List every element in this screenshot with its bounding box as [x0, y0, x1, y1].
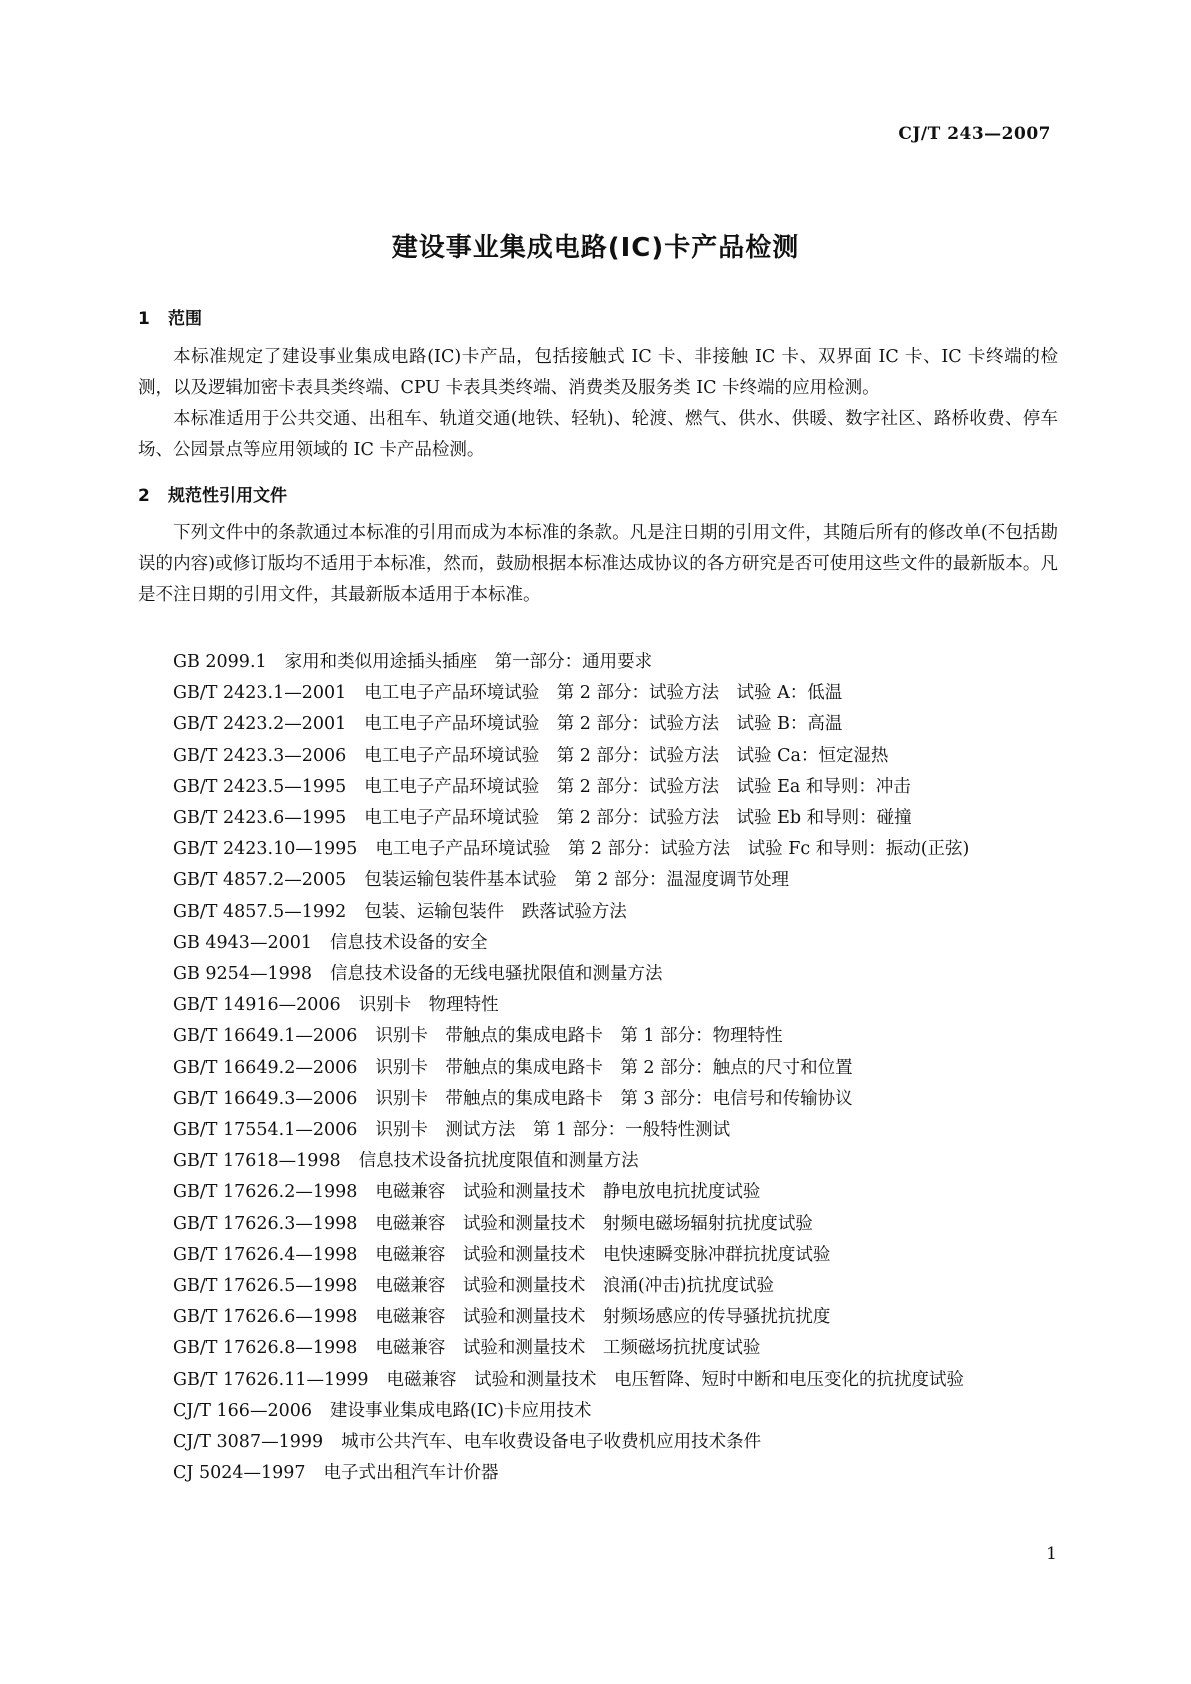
- reference-title: 电工电子产品环境试验 第 2 部分：试验方法 试验 Ea 和导则：冲击: [364, 776, 911, 797]
- reference-code: CJ/T 3087—1999: [173, 1432, 324, 1453]
- reference-code: GB/T 2423.10—1995: [173, 839, 358, 860]
- reference-title: 电磁兼容 试验和测量技术 射频场感应的传导骚扰抗扰度: [375, 1307, 831, 1328]
- reference-item: [138, 1115, 1058, 1146]
- reference-title: 识别卡 物理特性: [358, 995, 499, 1016]
- reference-code: GB/T 17626.8—1998: [173, 1338, 358, 1359]
- section-heading-scope: [138, 304, 202, 329]
- section-title: 规范性引用文件: [168, 486, 287, 506]
- reference-item: [138, 959, 1058, 990]
- reference-item: [138, 897, 1058, 928]
- document-title: 建设事业集成电路(IC)卡产品检测: [391, 233, 800, 263]
- reference-title: 信息技术设备的无线电骚扰限值和测量方法: [329, 964, 663, 985]
- reference-title: 电磁兼容 试验和测量技术 电压暂降、短时中断和电压变化的抗扰度试验: [386, 1369, 965, 1390]
- scope-paragraph-1: 本标准规定了建设事业集成电路(IC)卡产品，包括接触式 IC 卡、非接触 IC 卡、双界面 IC 卡、IC 卡终端的检测，以及逻辑加密卡表具类终端、CPU 卡表具类终端、消费类及服务类 IC 卡终端的应用检测。: [138, 347, 1058, 398]
- reference-title: 信息技术设备的安全: [329, 932, 488, 953]
- reference-title: 识别卡 带触点的集成电路卡 第 3 部分：电信号和传输协议: [375, 1088, 853, 1109]
- reference-code: GB/T 2423.2—2001: [173, 714, 347, 735]
- reference-item: [138, 741, 1058, 772]
- reference-item: [138, 1053, 1058, 1084]
- reference-item: [138, 803, 1058, 834]
- reference-title: 电磁兼容 试验和测量技术 工频磁场抗扰度试验: [375, 1338, 761, 1359]
- reference-item: [138, 1333, 1058, 1364]
- section-title: 范围: [168, 309, 202, 329]
- reference-code: GB/T 17626.3—1998: [173, 1213, 358, 1234]
- reference-item: [138, 1240, 1058, 1271]
- reference-code: GB/T 17626.11—1999: [173, 1369, 369, 1390]
- section-number: 2: [138, 486, 150, 506]
- reference-title: 信息技术设备抗扰度限值和测量方法: [358, 1151, 639, 1172]
- reference-code: GB/T 17618—1998: [173, 1151, 341, 1172]
- page-number: 1: [1046, 1544, 1057, 1564]
- reference-title: 电工电子产品环境试验 第 2 部分：试验方法 试验 B：高温: [364, 714, 843, 735]
- reference-item: [138, 1177, 1058, 1208]
- reference-item: [138, 647, 1058, 678]
- reference-title: 识别卡 带触点的集成电路卡 第 2 部分：触点的尺寸和位置: [375, 1057, 853, 1078]
- references-intro-paragraph: 下列文件中的条款通过本标准的引用而成为本标准的条款。凡是注日期的引用文件，其随后所有的修改单(不包括勘误的内容)或修订版均不适用于本标准，然而，鼓励根据本标准达成协议的各方研究是否可使用这些文件的最新版本。凡是不注日期的引用文件，其最新版本适用于本标准。: [138, 523, 1058, 605]
- reference-code: GB/T 2423.6—1995: [173, 808, 347, 829]
- reference-code: GB 9254—1998: [173, 964, 312, 985]
- reference-code: GB/T 4857.2—2005: [173, 870, 347, 891]
- reference-code: GB/T 16649.2—2006: [173, 1057, 358, 1078]
- reference-code: GB/T 2423.1—2001: [173, 683, 347, 704]
- reference-item: [138, 1365, 1058, 1396]
- reference-code: GB/T 2423.5—1995: [173, 776, 347, 797]
- reference-code: GB 2099.1: [173, 652, 267, 672]
- reference-title: 电磁兼容 试验和测量技术 电快速瞬变脉冲群抗扰度试验: [375, 1244, 831, 1265]
- reference-item: [138, 1209, 1058, 1240]
- reference-title: 城市公共汽车、电车收费设备电子收费机应用技术条件: [341, 1432, 762, 1453]
- reference-item: [138, 1302, 1058, 1333]
- reference-item: [138, 834, 1058, 865]
- reference-item: [138, 1146, 1058, 1177]
- reference-title: 电子式出租汽车计价器: [323, 1463, 499, 1484]
- reference-code: CJ 5024—1997: [173, 1463, 306, 1484]
- reference-title: 电工电子产品环境试验 第 2 部分：试验方法 试验 A：低温: [364, 683, 843, 704]
- reference-code: GB/T 16649.3—2006: [173, 1088, 358, 1109]
- standard-code: CJ/T 243—2007: [898, 124, 1051, 144]
- reference-item: [138, 772, 1058, 803]
- reference-code: GB/T 17626.2—1998: [173, 1182, 358, 1203]
- reference-item: [138, 865, 1058, 896]
- reference-list: [138, 647, 1058, 1489]
- reference-code: GB/T 17554.1—2006: [173, 1120, 358, 1141]
- section-heading-normative-references: [138, 481, 287, 506]
- reference-code: GB/T 14916—2006: [173, 995, 341, 1016]
- reference-title: 电工电子产品环境试验 第 2 部分：试验方法 试验 Eb 和导则：碰撞: [364, 808, 912, 829]
- reference-item: [138, 1084, 1058, 1115]
- reference-title: 识别卡 带触点的集成电路卡 第 1 部分：物理特性: [375, 1026, 783, 1047]
- reference-title: 电磁兼容 试验和测量技术 射频电磁场辐射抗扰度试验: [375, 1213, 813, 1234]
- reference-item: [138, 990, 1058, 1021]
- reference-title: 家用和类似用途插头插座 第一部分：通用要求: [284, 652, 653, 672]
- reference-item: [138, 1396, 1058, 1427]
- section-number: 1: [138, 309, 150, 329]
- reference-code: GB/T 17626.4—1998: [173, 1244, 358, 1265]
- reference-item: [138, 1427, 1058, 1458]
- reference-title: 电磁兼容 试验和测量技术 浪涌(冲击)抗扰度试验: [375, 1276, 775, 1297]
- reference-code: GB 4943—2001: [173, 932, 312, 953]
- reference-item: [138, 1271, 1058, 1302]
- reference-title: 识别卡 测试方法 第 1 部分：一般特性测试: [375, 1120, 731, 1141]
- reference-item: [138, 678, 1058, 709]
- reference-code: GB/T 2423.3—2006: [173, 745, 347, 766]
- reference-title: 包装运输包装件基本试验 第 2 部分：温湿度调节处理: [364, 870, 790, 891]
- reference-item: [138, 1458, 1058, 1489]
- reference-code: CJ/T 166—2006: [173, 1400, 312, 1421]
- reference-title: 包装、运输包装件 跌落试验方法: [364, 901, 627, 922]
- reference-code: GB/T 16649.1—2006: [173, 1026, 358, 1047]
- scope-paragraph-2: 本标准适用于公共交通、出租车、轨道交通(地铁、轻轨)、轮渡、燃气、供水、供暖、数字社区、路桥收费、停车场、公园景点等应用领域的 IC 卡产品检测。: [138, 409, 1058, 460]
- reference-title: 电磁兼容 试验和测量技术 静电放电抗扰度试验: [375, 1182, 761, 1203]
- reference-item: [138, 928, 1058, 959]
- reference-item: [138, 709, 1058, 740]
- reference-code: GB/T 4857.5—1992: [173, 901, 347, 922]
- reference-item: [138, 1021, 1058, 1052]
- reference-title: 电工电子产品环境试验 第 2 部分：试验方法 试验 Ca：恒定湿热: [364, 745, 889, 766]
- reference-code: GB/T 17626.5—1998: [173, 1276, 358, 1297]
- reference-title: 建设事业集成电路(IC)卡应用技术: [329, 1400, 592, 1421]
- reference-title: 电工电子产品环境试验 第 2 部分：试验方法 试验 Fc 和导则：振动(正弦): [375, 839, 970, 860]
- reference-code: GB/T 17626.6—1998: [173, 1307, 358, 1328]
